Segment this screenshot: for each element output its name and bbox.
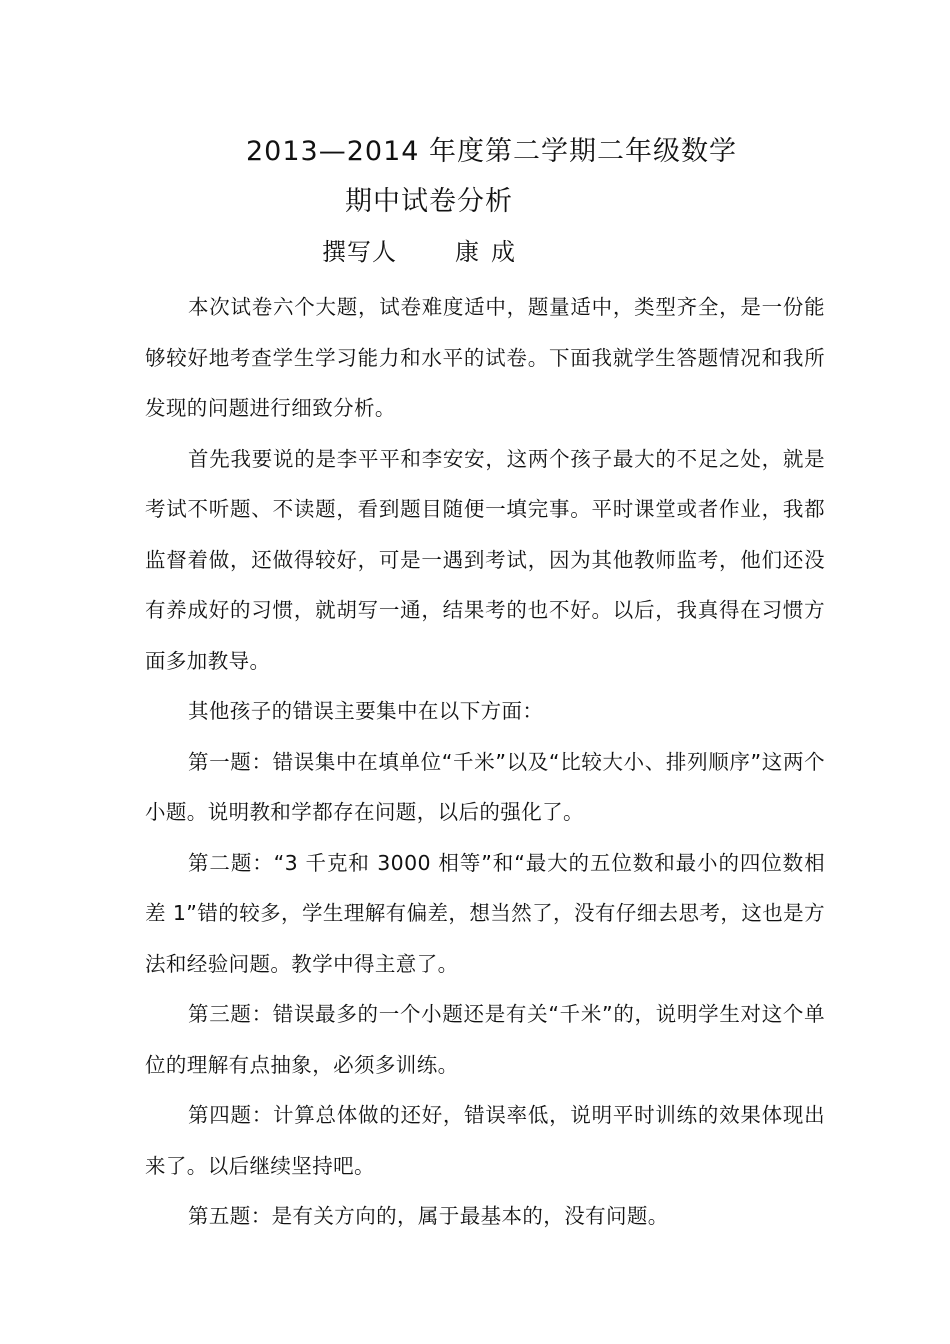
- author-name: 康成: [455, 238, 527, 266]
- paragraph: 第二题：“3 千克和 3000 相等”和“最大的五位数和最小的四位数相差 1”错的较多，学生理解有偏差，想当然了，没有仔细去思考，这也是方法和经验问题。教学中得主意了。: [145, 850, 825, 976]
- paragraph: 第一题：错误集中在填单位“千米”以及“比较大小、排列顺序”这两个小题。说明教和学都存在问题，以后的强化了。: [145, 749, 825, 824]
- author-label: 撰写人: [322, 238, 397, 266]
- paragraph: 其他孩子的错误主要集中在以下方面：: [188, 699, 544, 723]
- paragraph: 首先我要说的是李平平和李安安，这两个孩子最大的不足之处，就是考试不听题、不读题，看到题目随便一填完事。平时课堂或者作业，我都监督着做，还做得较好，可是一遇到考试，因为其他教师监考，他们还没有养成好的习惯，就胡写一通，结果考的也不好。以后，我真得在习惯方面多加教导。: [145, 446, 825, 673]
- author-line: [322, 234, 527, 270]
- paragraph: 第四题：计算总体做的还好，错误率低，说明平时训练的效果体现出来了。以后继续坚持吧。: [145, 1103, 825, 1178]
- document-subtitle: 期中试卷分析: [345, 186, 513, 217]
- paragraph: 第三题：错误最多的一个小题还是有关“千米”的，说明学生对这个单位的理解有点抽象，必须多训练。: [145, 1002, 825, 1077]
- document-title: 2013—2014 年度第二学期二年级数学: [246, 136, 738, 167]
- paragraph: 第五题：是有关方向的，属于最基本的，没有问题。: [188, 1204, 669, 1228]
- paragraph: 本次试卷六个大题，试卷难度适中，题量适中，类型齐全，是一份能够较好地考查学生学习能力和水平的试卷。下面我就学生答题情况和我所发现的问题进行细致分析。: [145, 295, 825, 420]
- document-body: [145, 282, 825, 1242]
